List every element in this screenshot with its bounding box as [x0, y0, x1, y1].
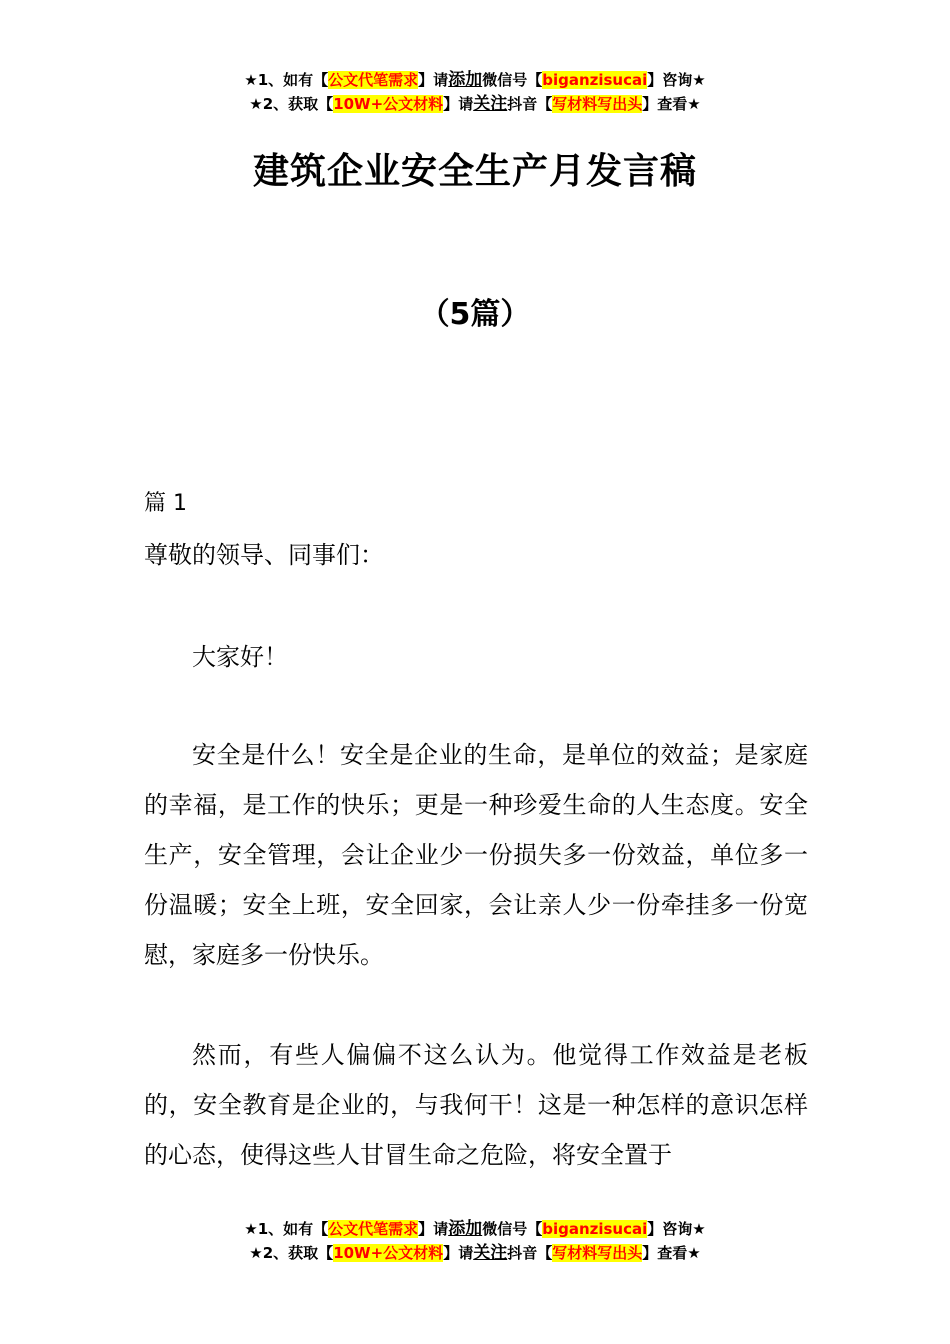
banner-highlight-douyin-id: 写材料写出头	[552, 1244, 643, 1262]
banner-highlight: 公文代笔需求	[328, 71, 419, 89]
banner-text: 微信号【	[482, 1220, 543, 1238]
banner-text: ★2、获取【	[249, 95, 334, 113]
body-paragraph: 安全是什么！安全是企业的生命，是单位的效益；是家庭的幸福，是工作的快乐；更是一种珍爱生命的人生态度。安全生产，安全管理，会让企业少一份损失多一份效益，单位多一份温暖；安全上班，安全回家，会让亲人少一份牵挂多一份宽慰，家庭多一份快乐。	[144, 741, 808, 969]
bottom-banner	[0, 1217, 950, 1265]
section-label: 篇 1	[144, 491, 187, 516]
banner-line-2	[0, 1241, 950, 1265]
salutation: 尊敬的领导、同事们：	[144, 541, 384, 569]
banner-text: 抖音【	[507, 95, 553, 113]
banner-text: 】请	[418, 71, 449, 89]
banner-highlight: 公文代笔需求	[328, 1220, 419, 1238]
banner-text: ★1、如有【	[244, 1220, 329, 1238]
banner-line-2	[0, 92, 950, 116]
banner-line-1	[0, 1217, 950, 1241]
banner-text: 抖音【	[507, 1244, 553, 1262]
banner-underlined: 关注	[473, 94, 508, 114]
banner-text: 微信号【	[482, 71, 543, 89]
greeting-paragraph: 大家好！	[192, 643, 288, 671]
banner-highlight-douyin-id: 写材料写出头	[552, 95, 643, 113]
banner-highlight: 10W+公文材料	[333, 1244, 444, 1262]
document-title: 建筑企业安全生产月发言稿	[252, 151, 697, 192]
banner-text: 】请	[443, 1244, 474, 1262]
banner-text: ★1、如有【	[244, 71, 329, 89]
banner-underlined: 添加	[448, 70, 483, 90]
banner-text: ★2、获取【	[249, 1244, 334, 1262]
banner-highlight-wechat-id: biganzisucai	[542, 1220, 648, 1238]
banner-text: 】咨询★	[647, 1220, 706, 1238]
banner-line-1	[0, 68, 950, 92]
banner-highlight-wechat-id: biganzisucai	[542, 71, 648, 89]
banner-underlined: 关注	[473, 1243, 508, 1263]
document-subtitle: （5篇）	[419, 297, 531, 332]
banner-text: 】查看★	[642, 95, 701, 113]
banner-underlined: 添加	[448, 1219, 483, 1239]
banner-text: 】查看★	[642, 1244, 701, 1262]
top-banner	[0, 68, 950, 116]
body-paragraph: 然而，有些人偏偏不这么认为。他觉得工作效益是老板的，安全教育是企业的，与我何干！这是一种怎样的意识怎样的心态，使得这些人甘冒生命之危险，将安全置于	[144, 1041, 808, 1169]
banner-text: 】咨询★	[647, 71, 706, 89]
banner-text: 】请	[443, 95, 474, 113]
banner-text: 】请	[418, 1220, 449, 1238]
banner-highlight: 10W+公文材料	[333, 95, 444, 113]
